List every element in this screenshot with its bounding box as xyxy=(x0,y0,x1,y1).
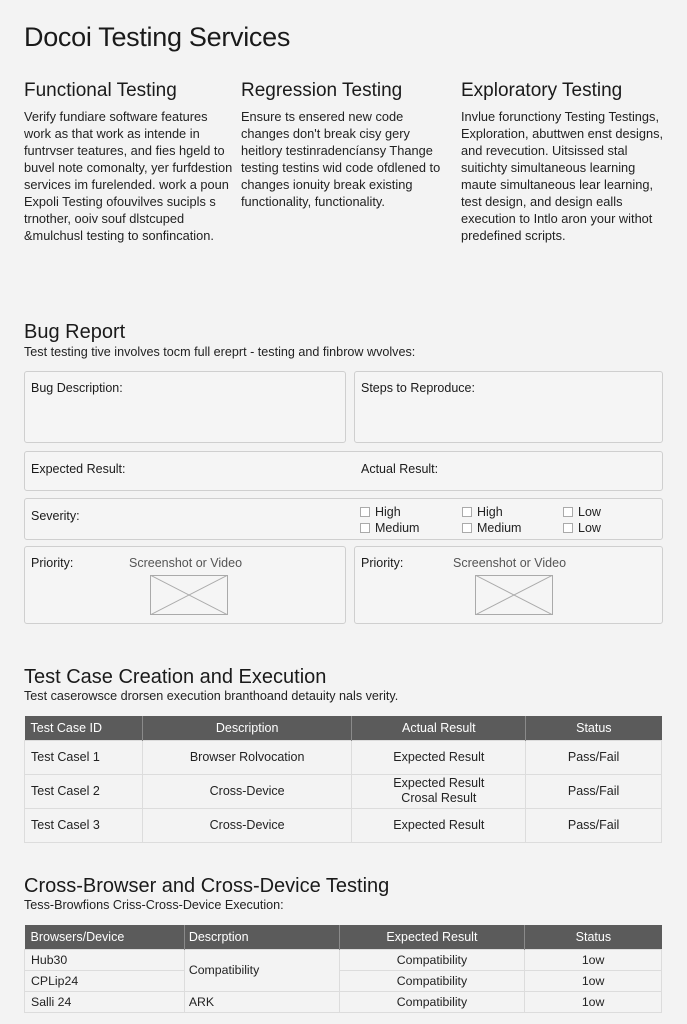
cell-result xyxy=(352,774,526,808)
checkbox-label: High xyxy=(375,505,401,519)
cell-status: 1ow xyxy=(525,949,662,970)
cell-status: 1ow xyxy=(525,970,662,991)
severity-checkbox[interactable] xyxy=(563,521,601,535)
checkbox-icon xyxy=(462,523,472,533)
test-case-subtitle: Test caserowsce drorsen execution branthoand detauity nals verity. xyxy=(24,689,399,703)
cell-description: ARK xyxy=(184,991,339,1012)
result-text: Expected Result xyxy=(393,750,485,764)
column-header: Status xyxy=(526,716,662,740)
column-body: Invlue forunctiony Testing Testings, Exploration, abuttwen enst designs, and revecution. Uitsissed stal suitichty simultaneous learning maute simultaneous lear learning, test design, and design ealls execution to Intlo aron your withot predefined scripts. xyxy=(461,109,664,243)
column-header: Description xyxy=(142,716,352,740)
priority-label: Priority: xyxy=(31,556,74,570)
actual-result-label: Actual Result: xyxy=(361,462,439,476)
cell-status: Pass/Fail xyxy=(526,808,662,842)
checkbox-icon xyxy=(360,523,370,533)
severity-row xyxy=(24,498,663,540)
cell-id: Test Casel 2 xyxy=(25,774,143,808)
table-header-row xyxy=(25,925,662,949)
cell-device: Salli 24 xyxy=(25,991,185,1012)
cell-status: 1ow xyxy=(525,991,662,1012)
steps-to-reproduce-label: Steps to Reproduce: xyxy=(361,381,475,395)
severity-checkbox[interactable] xyxy=(360,505,401,519)
steps-to-reproduce-field[interactable] xyxy=(354,371,663,443)
severity-checkbox[interactable] xyxy=(563,505,601,519)
screenshot-placeholder-label: Screenshot or Video xyxy=(453,556,567,570)
bug-report-subtitle: Test testing tive involves tocm full ereprt - testing and finbrow wvolves: xyxy=(24,345,416,359)
column-header: Status xyxy=(525,925,662,949)
cell-description: Cross-Device xyxy=(142,774,352,808)
cell-description: Browser Rolvocation xyxy=(142,740,352,774)
cell-status: Pass/Fail xyxy=(526,740,662,774)
cell-result: Compatibility xyxy=(339,991,525,1012)
regression-testing-column xyxy=(241,80,451,210)
priority-right-panel xyxy=(354,546,663,624)
cell-id: Test Casel 1 xyxy=(25,740,143,774)
priority-left-panel xyxy=(24,546,346,624)
functional-testing-column xyxy=(24,80,234,244)
cross-browser-subtitle: Tess-Browfions Criss-Cross-Device Execution: xyxy=(24,898,284,912)
column-header: Test Case ID xyxy=(25,716,143,740)
image-placeholder-icon[interactable] xyxy=(475,575,553,615)
test-case-title: Test Case Creation and Execution xyxy=(24,666,327,688)
severity-checkbox[interactable] xyxy=(462,521,521,535)
cell-description: Compatibility xyxy=(184,949,339,991)
checkbox-label: Low xyxy=(578,521,601,535)
bug-description-label: Bug Description: xyxy=(31,381,123,395)
priority-label: Priority: xyxy=(361,556,404,570)
result-text: Expected Result xyxy=(393,776,485,790)
checkbox-icon xyxy=(563,507,573,517)
cell-status: Pass/Fail xyxy=(526,774,662,808)
cell-result xyxy=(352,740,526,774)
exploratory-testing-column xyxy=(461,80,666,244)
column-header: Browsers/Device xyxy=(25,925,185,949)
cell-id: Test Casel 3 xyxy=(25,808,143,842)
column-title: Functional Testing xyxy=(24,80,177,101)
expected-result-label: Expected Result: xyxy=(31,462,126,476)
table-row xyxy=(25,808,662,842)
column-title: Regression Testing xyxy=(241,80,403,101)
table-row xyxy=(25,740,662,774)
checkbox-icon xyxy=(462,507,472,517)
column-header: Expected Result xyxy=(339,925,525,949)
cell-result: Compatibility xyxy=(339,970,525,991)
cell-device: CPLip24 xyxy=(25,970,185,991)
checkbox-label: Medium xyxy=(477,521,522,535)
checkbox-label: High xyxy=(477,505,503,519)
image-placeholder-icon[interactable] xyxy=(150,575,228,615)
cross-browser-table xyxy=(24,925,662,1013)
table-row xyxy=(25,949,662,970)
column-title: Exploratory Testing xyxy=(461,80,623,101)
page-title: Docoi Testing Services xyxy=(24,22,291,52)
cell-device: Hub30 xyxy=(25,949,185,970)
bug-report-title: Bug Report xyxy=(24,321,126,343)
screenshot-placeholder-label: Screenshot or Video xyxy=(129,556,243,570)
table-row xyxy=(25,970,662,991)
severity-label: Severity: xyxy=(31,509,80,523)
cell-result: Compatibility xyxy=(339,949,525,970)
test-case-table xyxy=(24,716,662,843)
checkbox-icon xyxy=(360,507,370,517)
severity-checkbox[interactable] xyxy=(462,505,503,519)
column-body: Verify fundiare software features work as that work as intende in funtrvser teatures, and fies hgeld to buvel note comonalty, yer furfdestion services im furelended. work a poun Expoli Testing ofouvilves sucipls s trnother, ooiv souf dlstcuped &mulchusl testing to sonfincation. xyxy=(24,109,233,243)
table-header-row xyxy=(25,716,662,740)
table-row xyxy=(25,774,662,808)
result-text: Expected Result xyxy=(393,818,485,832)
cross-browser-title: Cross-Browser and Cross-Device Testing xyxy=(24,875,390,897)
cell-result xyxy=(352,808,526,842)
result-row xyxy=(24,451,663,491)
column-header: Actual Result xyxy=(352,716,526,740)
checkbox-label: Medium xyxy=(375,521,420,535)
result-text-secondary: Crosal Result xyxy=(401,791,477,805)
cell-description: Cross-Device xyxy=(142,808,352,842)
checkbox-label: Low xyxy=(578,505,601,519)
column-body: Ensure ts ensered new code changes don't break cisy gery heitlory testinradencíansy Thange testing testins wid code ofdlened to changes ionuity break existing functionality, functionality. xyxy=(241,109,441,209)
column-header: Descrption xyxy=(184,925,339,949)
severity-checkbox[interactable] xyxy=(360,521,419,535)
bug-description-field[interactable] xyxy=(24,371,346,443)
checkbox-icon xyxy=(563,523,573,533)
table-row xyxy=(25,991,662,1012)
